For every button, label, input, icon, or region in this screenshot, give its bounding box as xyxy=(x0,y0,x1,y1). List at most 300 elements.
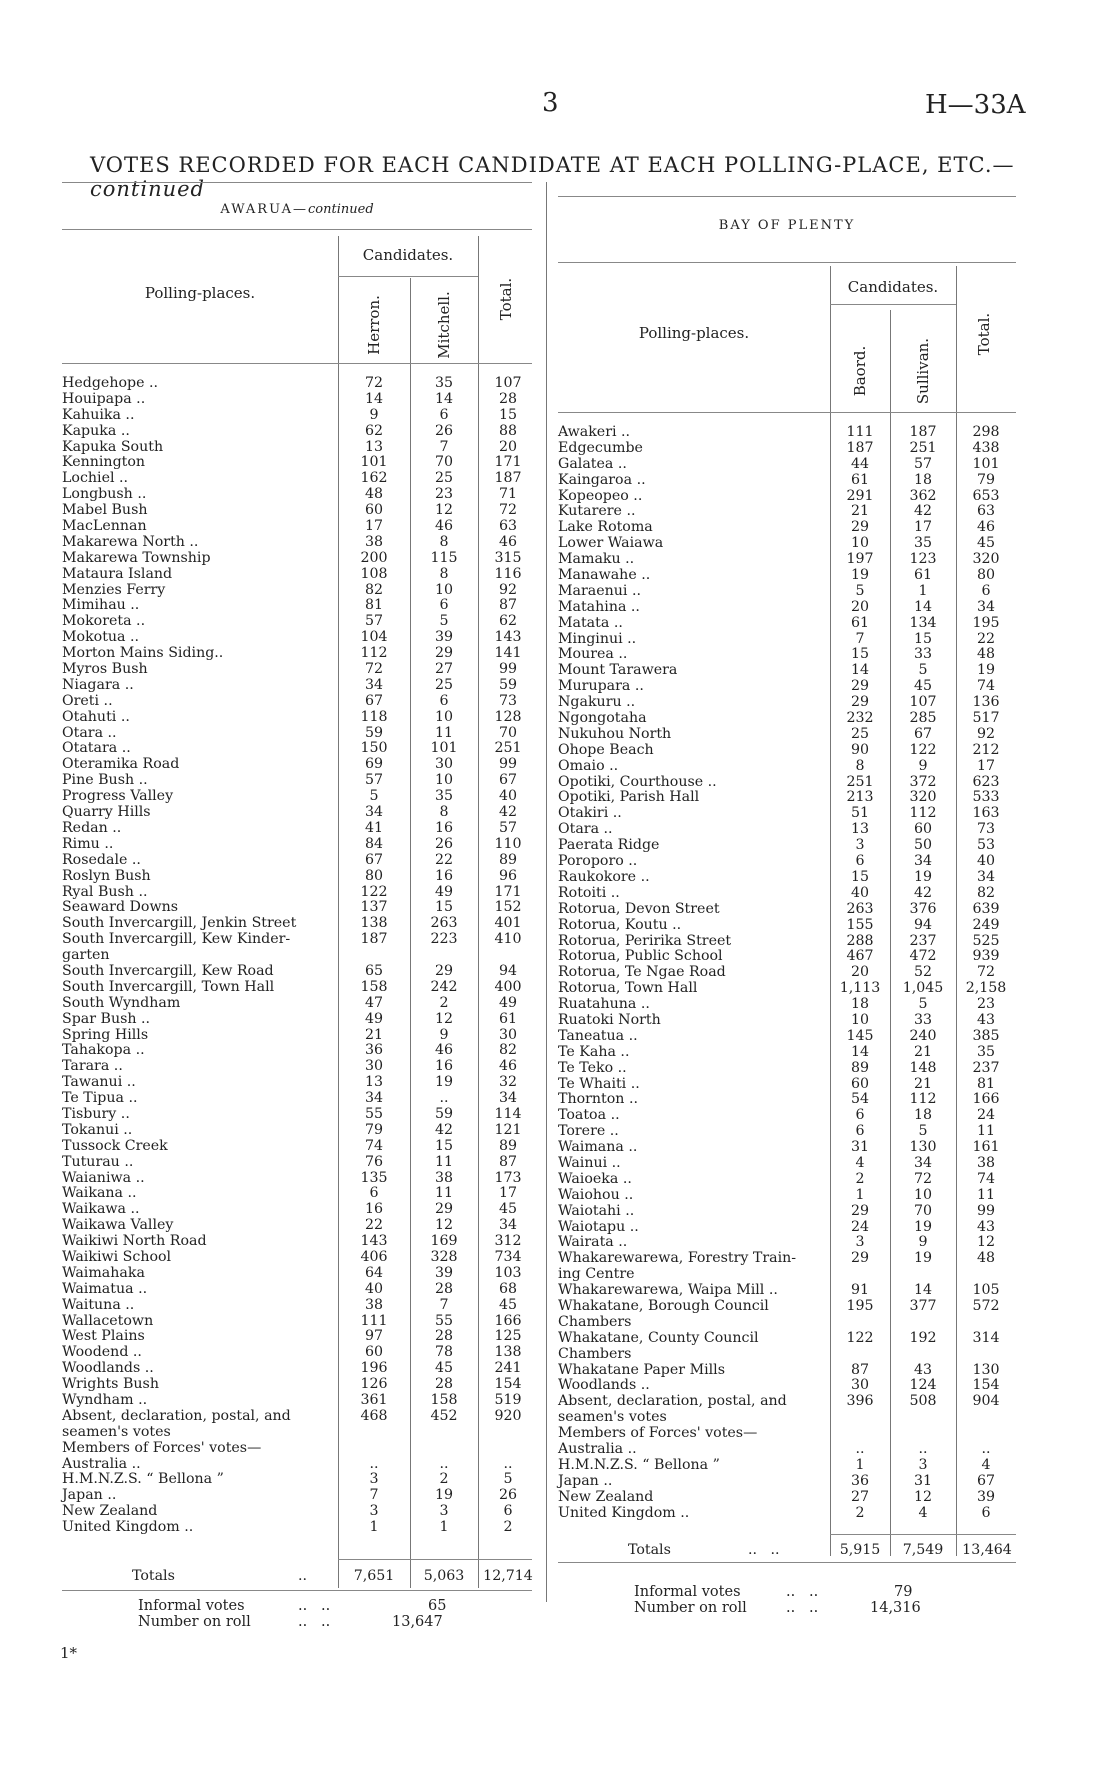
polling-place-name: Waioeka .. xyxy=(558,1170,632,1187)
right-table-row xyxy=(558,822,1014,838)
right-table-row xyxy=(558,1077,1014,1093)
candidate-1-votes: 158 xyxy=(360,978,388,995)
total-votes: 15 xyxy=(498,406,518,423)
candidate-2-votes: 43 xyxy=(913,1361,933,1378)
left-table-row xyxy=(62,1441,538,1457)
total-votes: 24 xyxy=(976,1107,996,1124)
right-table-row xyxy=(558,806,1014,822)
right-table-row xyxy=(558,1172,1014,1188)
total-votes: 39 xyxy=(976,1488,996,1505)
left-table-row xyxy=(62,773,538,789)
right-totals-cand1: 5,915 xyxy=(839,1542,881,1558)
polling-place-name: Mataura Island xyxy=(62,565,173,582)
polling-place-name: New Zealand xyxy=(558,1488,654,1505)
left-table-row xyxy=(62,710,538,726)
polling-place-name: Wrights Bush xyxy=(62,1376,159,1393)
polling-place-name: Chambers xyxy=(558,1313,632,1330)
candidate-1-votes: 406 xyxy=(360,1248,388,1265)
candidate-1-votes: 2 xyxy=(855,1170,865,1187)
candidate-2-votes: .. xyxy=(439,1455,449,1472)
left-totals-bottom-rule xyxy=(62,1590,532,1591)
polling-place-name: Wairata .. xyxy=(558,1234,628,1251)
candidate-1-votes: 47 xyxy=(364,994,384,1011)
left-section-continued: continued xyxy=(308,202,374,217)
polling-place-name: Makarewa North .. xyxy=(62,533,199,550)
right-informal-dots: .. .. xyxy=(786,1584,819,1600)
left-table-row xyxy=(62,678,538,694)
total-votes: 99 xyxy=(498,756,518,773)
right-table-row xyxy=(558,457,1014,473)
left-table-row xyxy=(62,1504,538,1520)
polling-place-name: Spring Hills xyxy=(62,1026,149,1043)
polling-place-name: Otahuti .. xyxy=(62,708,130,725)
right-table-row xyxy=(558,568,1014,584)
candidate-2-votes: 14 xyxy=(913,598,933,615)
right-roll-dots: .. .. xyxy=(786,1600,819,1616)
left-cand1-header: Herron. xyxy=(365,295,383,355)
polling-place-name: Longbush .. xyxy=(62,486,147,503)
candidate-2-votes: 70 xyxy=(434,454,454,471)
polling-place-name: Te Whaiti .. xyxy=(558,1075,640,1092)
left-table-row xyxy=(62,630,538,646)
candidate-2-votes: 7 xyxy=(439,438,449,455)
polling-place-name: Whakarewarewa, Waipa Mill .. xyxy=(558,1282,778,1299)
candidate-1-votes: 67 xyxy=(364,692,384,709)
candidate-2-votes: 12 xyxy=(434,1010,454,1027)
polling-place-name: Tuturau .. xyxy=(62,1153,134,1170)
polling-place-name: Whakarewarewa, Forestry Train- xyxy=(558,1250,797,1267)
total-votes: 136 xyxy=(972,694,1000,711)
right-totals-top-rule xyxy=(830,1534,1016,1535)
polling-place-name: Kopeopeo .. xyxy=(558,487,643,504)
total-votes: 46 xyxy=(976,519,996,536)
polling-place-name: Opotiki, Courthouse .. xyxy=(558,773,717,790)
candidate-2-votes: 45 xyxy=(913,678,933,695)
right-section-title: BAY OF PLENTY xyxy=(718,218,856,233)
polling-place-name: Lochiel .. xyxy=(62,470,129,487)
total-votes: 107 xyxy=(494,375,522,391)
candidate-1-votes: 187 xyxy=(360,931,388,948)
polling-place-name: Matata .. xyxy=(558,614,623,631)
candidate-1-votes: 361 xyxy=(360,1392,388,1408)
polling-place-name: Woodlands .. xyxy=(558,1377,650,1394)
right-table-row xyxy=(558,663,1014,679)
polling-place-name: Mourea .. xyxy=(558,646,628,663)
right-table-row xyxy=(558,1299,1014,1315)
total-votes: 5 xyxy=(503,1471,513,1488)
total-votes: 12 xyxy=(976,1234,996,1251)
left-table-row xyxy=(62,408,538,424)
candidate-1-votes: 79 xyxy=(364,1121,384,1138)
candidate-1-votes: 51 xyxy=(850,805,870,822)
candidate-2-votes: 8 xyxy=(439,565,449,582)
polling-place-name: Spar Bush .. xyxy=(62,1010,151,1027)
candidate-2-votes: 7 xyxy=(439,1296,449,1313)
polling-place-name: Kapuka South xyxy=(62,438,164,455)
candidate-2-votes: 187 xyxy=(909,424,937,440)
left-table-row xyxy=(62,1488,538,1504)
polling-place-name: Ngongotaha xyxy=(558,710,647,727)
polling-place-name: Rotorua, Town Hall xyxy=(558,980,698,997)
candidate-2-votes: 67 xyxy=(913,725,933,742)
polling-place-name: Niagara .. xyxy=(62,676,134,693)
polling-place-name: Houipapa .. xyxy=(62,390,146,407)
polling-place-name: Omaio .. xyxy=(558,757,619,774)
left-informal-dots: .. .. xyxy=(298,1598,331,1614)
candidate-2-votes: 1,045 xyxy=(902,980,944,997)
total-votes: 904 xyxy=(972,1393,1000,1410)
right-cand2-header: Sullivan. xyxy=(914,337,932,405)
total-votes: 23 xyxy=(976,996,996,1013)
total-votes: 40 xyxy=(976,853,996,870)
candidate-2-votes: 134 xyxy=(909,614,937,631)
left-table-row xyxy=(62,741,538,757)
candidate-2-votes: 55 xyxy=(434,1312,454,1329)
right-table-row xyxy=(558,425,1014,441)
candidate-1-votes: 48 xyxy=(364,486,384,503)
polling-place-name: Kennington xyxy=(62,454,146,471)
candidate-2-votes: 42 xyxy=(913,884,933,901)
candidate-1-votes: 14 xyxy=(364,390,384,407)
left-table-row xyxy=(62,1457,538,1473)
left-table-row xyxy=(62,1012,538,1028)
left-table-row xyxy=(62,662,538,678)
total-votes: 43 xyxy=(976,1218,996,1235)
polling-place-name: United Kingdom .. xyxy=(558,1504,690,1521)
candidate-1-votes: 138 xyxy=(360,915,388,932)
candidate-2-votes: 25 xyxy=(434,470,454,487)
right-totals-label: Totals xyxy=(628,1542,671,1558)
candidate-1-votes: 14 xyxy=(850,1043,870,1060)
candidate-2-votes: 10 xyxy=(434,772,454,789)
polling-place-name: Rotorua, Devon Street xyxy=(558,900,720,917)
candidate-1-votes: 10 xyxy=(850,535,870,552)
polling-place-name: Tisbury .. xyxy=(62,1105,130,1122)
candidate-1-votes: 76 xyxy=(364,1153,384,1170)
candidate-1-votes: 467 xyxy=(846,948,874,965)
total-votes: 40 xyxy=(498,788,518,805)
right-table-row xyxy=(558,1108,1014,1124)
total-votes: .. xyxy=(503,1455,513,1472)
total-votes: 385 xyxy=(972,1027,1000,1044)
polling-place-name: Rotorua, Public School xyxy=(558,948,723,965)
polling-place-name: Tahakopa .. xyxy=(62,1042,145,1059)
right-roll-value: 14,316 xyxy=(870,1600,921,1616)
candidate-1-votes: 196 xyxy=(360,1360,388,1377)
candidate-2-votes: 285 xyxy=(909,710,937,727)
candidate-2-votes: 377 xyxy=(909,1297,937,1314)
candidate-2-votes: 5 xyxy=(918,996,928,1013)
polling-place-name: Wainui .. xyxy=(558,1154,621,1171)
total-votes: 6 xyxy=(981,582,991,599)
right-table-row xyxy=(558,1442,1014,1458)
total-votes: 71 xyxy=(498,486,518,503)
left-table-row xyxy=(62,1425,538,1441)
right-candidates-header: Candidates. xyxy=(847,278,939,296)
total-votes: 30 xyxy=(498,1026,518,1043)
left-table-row xyxy=(62,1329,538,1345)
right-table-row xyxy=(558,1140,1014,1156)
candidate-2-votes: 70 xyxy=(913,1202,933,1219)
polling-place-name: Rotorua, Koutu .. xyxy=(558,916,682,933)
polling-place-name: Redan .. xyxy=(62,819,122,836)
left-table-row xyxy=(62,869,538,885)
candidate-1-votes: 89 xyxy=(850,1059,870,1076)
total-votes: 533 xyxy=(972,789,1000,806)
candidate-2-votes: 5 xyxy=(918,662,928,679)
candidate-2-votes: 94 xyxy=(913,916,933,933)
polling-place-name: Ohope Beach xyxy=(558,741,654,758)
candidate-1-votes: 20 xyxy=(850,598,870,615)
polling-place-name: ing Centre xyxy=(558,1266,635,1283)
total-votes: 80 xyxy=(976,567,996,584)
candidate-2-votes: 60 xyxy=(913,821,933,838)
total-votes: 49 xyxy=(498,994,518,1011)
candidate-2-votes: 45 xyxy=(434,1360,454,1377)
right-table-row xyxy=(558,743,1014,759)
candidate-2-votes: 33 xyxy=(913,646,933,663)
polling-place-name: Matahina .. xyxy=(558,598,640,615)
right-table-row xyxy=(558,1013,1014,1029)
candidate-2-votes: 112 xyxy=(909,805,937,822)
left-table-row xyxy=(62,1043,538,1059)
candidate-1-votes: 1,113 xyxy=(839,980,881,997)
candidate-2-votes: 42 xyxy=(913,503,933,520)
total-votes: 34 xyxy=(976,598,996,615)
total-votes: 53 xyxy=(976,837,996,854)
candidate-1-votes: 150 xyxy=(360,740,388,757)
total-votes: 401 xyxy=(494,915,522,932)
right-table-row xyxy=(558,727,1014,743)
candidate-2-votes: 237 xyxy=(909,932,937,949)
polling-place-name: Whakatane, Borough Council xyxy=(558,1297,769,1314)
left-totals-top-rule xyxy=(338,1559,532,1560)
right-table-row xyxy=(558,1378,1014,1394)
total-votes: 121 xyxy=(494,1121,522,1138)
candidate-1-votes: 38 xyxy=(364,1296,384,1313)
right-total-header: Total. xyxy=(975,312,993,356)
polling-place-name: Toatoa .. xyxy=(558,1107,620,1124)
left-table-row xyxy=(62,1028,538,1044)
candidate-2-votes: 15 xyxy=(913,630,933,647)
right-table-row xyxy=(558,600,1014,616)
total-votes: 48 xyxy=(976,1250,996,1267)
total-votes: .. xyxy=(981,1441,991,1457)
candidate-1-votes: 7 xyxy=(855,630,865,647)
polling-place-name: Members of Forces' votes— xyxy=(558,1425,758,1442)
candidate-1-votes: 41 xyxy=(364,819,384,836)
polling-place-name: Tarara .. xyxy=(62,1058,123,1075)
candidate-2-votes: 3 xyxy=(918,1456,928,1473)
candidate-1-votes: .. xyxy=(369,1455,379,1472)
left-table-row xyxy=(62,1186,538,1202)
candidate-1-votes: 111 xyxy=(846,424,874,440)
left-polling-header: Polling-places. xyxy=(144,284,256,302)
candidate-2-votes: 19 xyxy=(913,1218,933,1235)
total-votes: 171 xyxy=(494,454,522,471)
total-votes: 6 xyxy=(503,1503,513,1520)
polling-place-name: Otakiri .. xyxy=(558,805,622,822)
candidate-1-votes: 155 xyxy=(846,916,874,933)
candidate-1-votes: 40 xyxy=(364,1280,384,1297)
left-table-row xyxy=(62,1409,538,1425)
polling-place-name: Quarry Hills xyxy=(62,804,151,821)
candidate-1-votes: 61 xyxy=(850,471,870,488)
candidate-2-votes: 9 xyxy=(918,757,928,774)
total-votes: 70 xyxy=(498,724,518,741)
candidate-2-votes: 17 xyxy=(913,519,933,536)
polling-place-name: Nukuhou North xyxy=(558,725,672,742)
right-table-row xyxy=(558,1204,1014,1220)
right-informal-value: 79 xyxy=(894,1584,913,1600)
candidate-1-votes: 3 xyxy=(369,1471,379,1488)
polling-place-name: garten xyxy=(62,947,110,964)
candidate-2-votes: 5 xyxy=(918,1123,928,1140)
total-votes: 525 xyxy=(972,932,1000,949)
candidate-1-votes: 97 xyxy=(364,1328,384,1345)
total-votes: 82 xyxy=(976,884,996,901)
total-votes: 154 xyxy=(972,1377,1000,1394)
candidate-2-votes: 35 xyxy=(434,788,454,805)
candidate-1-votes: 21 xyxy=(850,503,870,520)
total-votes: 161 xyxy=(972,1139,1000,1156)
polling-place-name: Edgecumbe xyxy=(558,439,643,456)
polling-place-name: Whakatane, County Council xyxy=(558,1329,759,1346)
total-votes: 45 xyxy=(976,535,996,552)
polling-place-name: South Invercargill, Kew Kinder- xyxy=(62,931,291,948)
polling-place-name: Murupara .. xyxy=(558,678,644,695)
candidate-2-votes: 508 xyxy=(909,1393,937,1410)
left-table-row xyxy=(62,535,538,551)
candidate-1-votes: 34 xyxy=(364,804,384,821)
candidate-2-votes: 18 xyxy=(913,471,933,488)
total-votes: 212 xyxy=(972,741,1000,758)
candidate-2-votes: 78 xyxy=(434,1344,454,1361)
candidate-2-votes: 12 xyxy=(913,1488,933,1505)
candidate-1-votes: 29 xyxy=(850,678,870,695)
total-votes: 2,158 xyxy=(965,980,1007,997)
candidate-1-votes: 27 xyxy=(850,1488,870,1505)
right-table-row xyxy=(558,1315,1014,1331)
right-totals-total: 13,464 xyxy=(962,1542,1012,1558)
candidate-2-votes: 5 xyxy=(439,613,449,630)
candidate-2-votes: 15 xyxy=(434,1137,454,1154)
left-table-row xyxy=(62,694,538,710)
candidate-1-votes: 213 xyxy=(846,789,874,806)
total-votes: 96 xyxy=(498,867,518,884)
candidate-2-votes: 19 xyxy=(434,1074,454,1091)
polling-place-name: Tokanui .. xyxy=(62,1121,133,1138)
polling-place-name: Oteramika Road xyxy=(62,756,180,773)
candidate-1-votes: 5 xyxy=(369,788,379,805)
total-votes: 166 xyxy=(494,1312,522,1329)
candidate-2-votes: 29 xyxy=(434,962,454,979)
right-table-row xyxy=(558,1235,1014,1251)
polling-place-name: Progress Valley xyxy=(62,788,174,805)
left-total-header: Total. xyxy=(497,277,515,321)
candidate-1-votes: 91 xyxy=(850,1282,870,1299)
candidate-1-votes: 72 xyxy=(364,375,384,391)
candidate-2-votes: 4 xyxy=(918,1504,928,1521)
total-votes: 74 xyxy=(976,678,996,695)
candidate-2-votes: 240 xyxy=(909,1027,937,1044)
candidate-1-votes: 6 xyxy=(855,1123,865,1140)
total-votes: 154 xyxy=(494,1376,522,1393)
left-table-row xyxy=(62,1123,538,1139)
polling-place-name: South Invercargill, Kew Road xyxy=(62,962,274,979)
total-votes: 62 xyxy=(498,613,518,630)
polling-place-name: South Wyndham xyxy=(62,994,181,1011)
total-votes: 74 xyxy=(976,1170,996,1187)
document-code: H—33A xyxy=(925,90,1026,120)
right-table-row xyxy=(558,504,1014,520)
candidate-2-votes: 115 xyxy=(430,549,458,566)
left-totals-cand2: 5,063 xyxy=(423,1568,465,1584)
left-table-row xyxy=(62,1361,538,1377)
right-table-row xyxy=(558,489,1014,505)
right-table-row xyxy=(558,1490,1014,1506)
candidate-1-votes: 14 xyxy=(850,662,870,679)
left-section-title: AWARUA—continued xyxy=(220,202,374,217)
left-candidates-header: Candidates. xyxy=(362,246,454,264)
polling-place-name: Japan .. xyxy=(62,1487,117,1504)
left-table-row xyxy=(62,1266,538,1282)
candidate-2-votes: 22 xyxy=(434,851,454,868)
left-table-row xyxy=(62,1171,538,1187)
polling-place-name: Whakatane Paper Mills xyxy=(558,1361,725,1378)
candidate-2-votes: 34 xyxy=(913,1154,933,1171)
candidate-2-votes: 72 xyxy=(913,1170,933,1187)
left-table-row xyxy=(62,726,538,742)
left-table-row xyxy=(62,964,538,980)
polling-place-name: Tawanui .. xyxy=(62,1074,136,1091)
candidate-2-votes: 61 xyxy=(913,567,933,584)
candidate-1-votes: 40 xyxy=(850,884,870,901)
right-cand1-header: Baord. xyxy=(851,345,869,397)
candidate-1-votes: 16 xyxy=(364,1201,384,1218)
polling-place-name: Rosedale .. xyxy=(62,851,141,868)
right-table-row xyxy=(558,711,1014,727)
total-votes: 87 xyxy=(498,597,518,614)
right-table-row xyxy=(558,616,1014,632)
polling-place-name: Waimahaka xyxy=(62,1264,145,1281)
total-votes: 400 xyxy=(494,978,522,995)
candidate-2-votes: 28 xyxy=(434,1280,454,1297)
candidate-1-votes: 396 xyxy=(846,1393,874,1410)
total-votes: 87 xyxy=(498,1153,518,1170)
left-roll-label: Number on roll xyxy=(138,1614,251,1630)
right-table-row xyxy=(558,838,1014,854)
signature-mark: 1* xyxy=(60,1644,78,1662)
candidate-1-votes: 64 xyxy=(364,1264,384,1281)
candidate-1-votes: 10 xyxy=(850,1011,870,1028)
left-table-row xyxy=(62,598,538,614)
polling-place-name: Te Tipua .. xyxy=(62,1090,138,1107)
candidate-1-votes: 17 xyxy=(364,518,384,535)
candidate-1-votes: 30 xyxy=(364,1058,384,1075)
polling-place-name: Mount Tarawera xyxy=(558,662,678,679)
polling-place-name: Rotoiti .. xyxy=(558,884,620,901)
candidate-2-votes: 6 xyxy=(439,406,449,423)
total-votes: 315 xyxy=(494,549,522,566)
right-table-row xyxy=(558,1029,1014,1045)
right-totals-dots: .. .. xyxy=(748,1542,780,1558)
candidate-1-votes: 232 xyxy=(846,710,874,727)
right-roll-label: Number on roll xyxy=(634,1600,747,1616)
candidate-1-votes: 126 xyxy=(360,1376,388,1393)
candidate-1-votes: 29 xyxy=(850,694,870,711)
total-votes: 130 xyxy=(972,1361,1000,1378)
